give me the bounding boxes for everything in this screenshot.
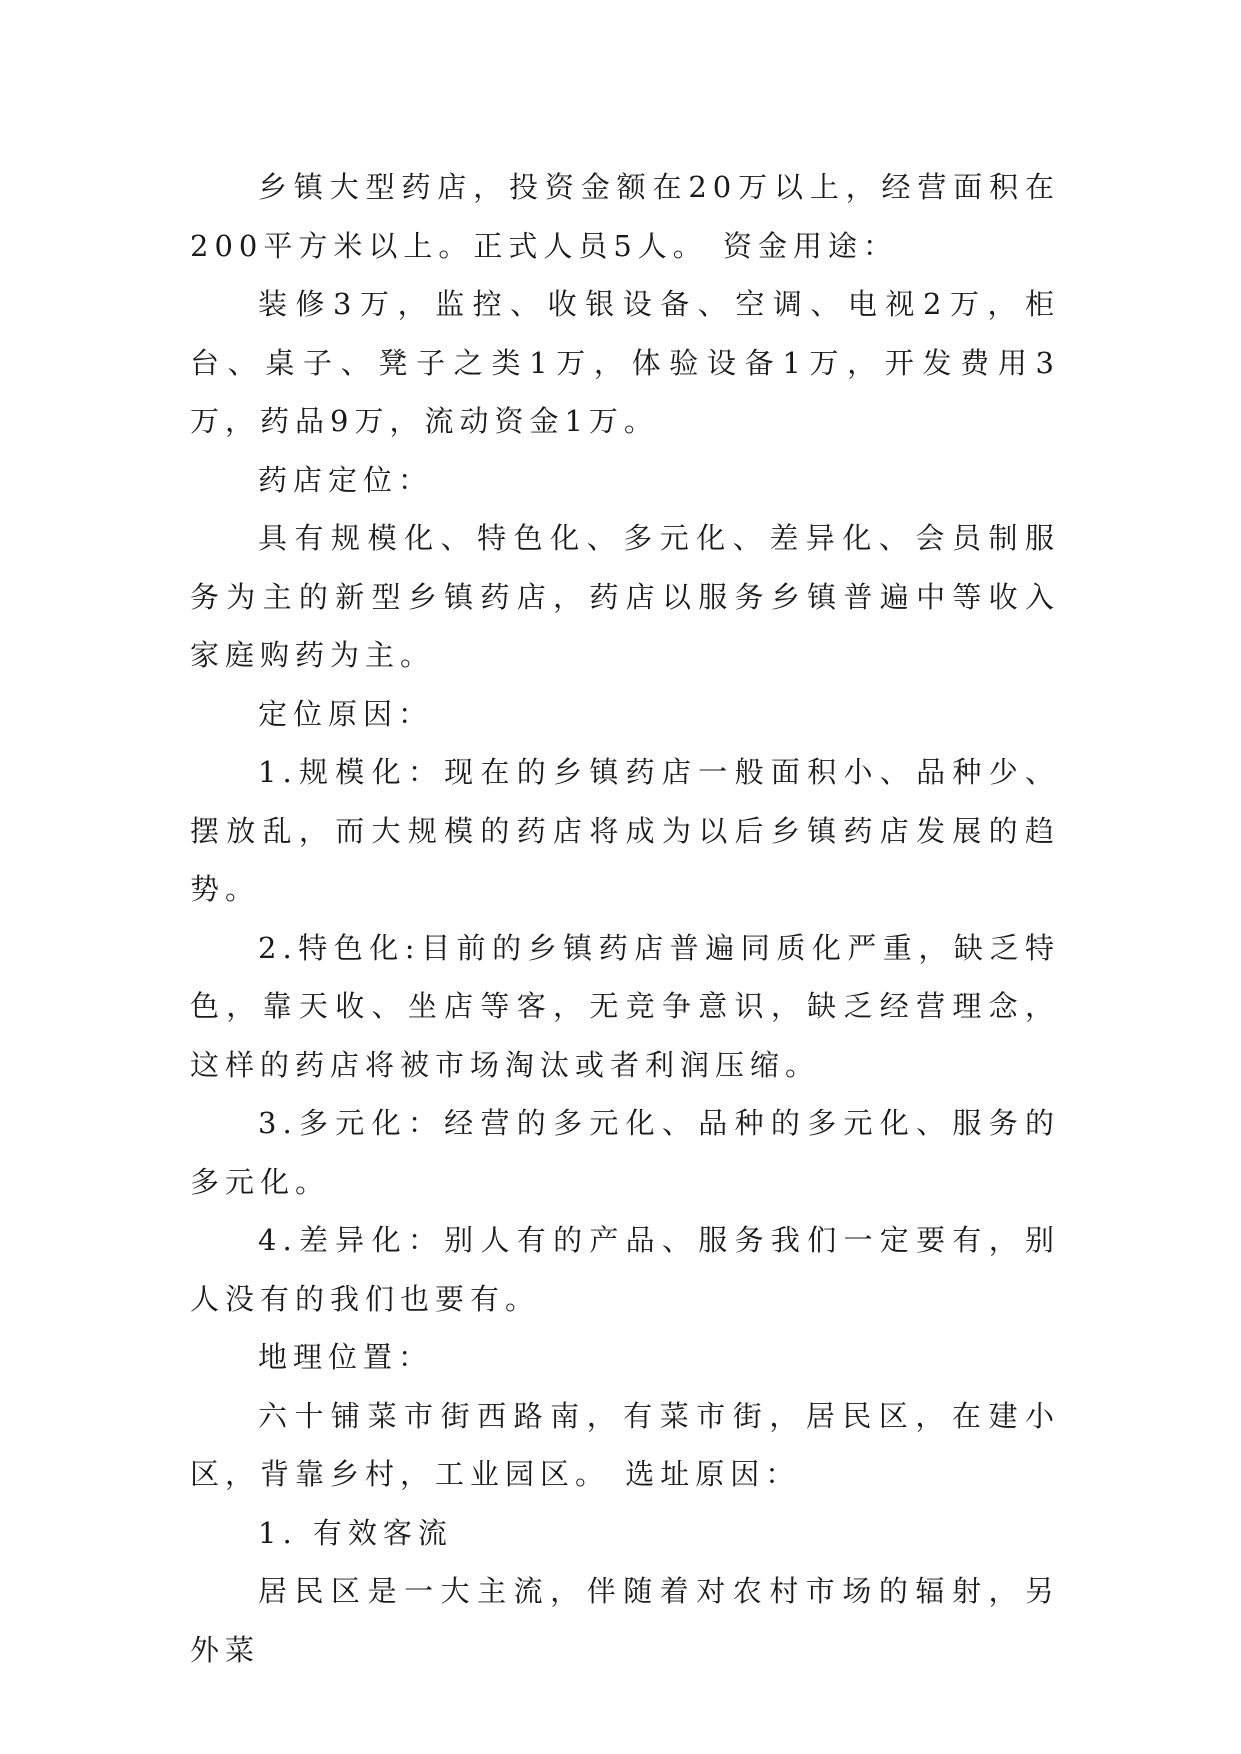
list-item-diversified: 3.多元化：经营的多元化、品种的多元化、服务的多元化。 xyxy=(190,1106,1060,1199)
heading-positioning-reasons: 定位原因： xyxy=(258,696,434,731)
paragraph-residential: 居民区是一大主流，伴随着对农村市场的辐射，另外菜 xyxy=(190,1574,1060,1667)
paragraph-fund-usage: 装修3万，监控、收银设备、空调、电视2万，柜台、桌子、凳子之类1万，体验设备1万，开发费用3万，药品9万，流动资金1万。 xyxy=(190,287,1060,438)
document-body xyxy=(190,158,1060,1679)
paragraph-intro: 乡镇大型药店，投资金额在20万以上，经营面积在200平方米以上。正式人员5人。 资金用途： xyxy=(190,170,1060,263)
heading-location: 地理位置： xyxy=(258,1340,434,1374)
paragraph-location: 六十铺菜市街西路南，有菜市街，居民区，在建小区，背靠乡村，工业园区。 选址原因： xyxy=(190,1398,1060,1491)
paragraph-positioning: 具有规模化、特色化、多元化、差异化、会员制服务为主的新型乡镇药店，药店以服务乡镇普遍中等收入家庭购药为主。 xyxy=(190,521,1060,672)
list-item-differentiation: 4.差异化：别人有的产品、服务我们一定要有，别人没有的我们也要有。 xyxy=(190,1223,1060,1316)
list-item-customer-flow: 1. 有效客流 xyxy=(258,1515,453,1550)
list-item-feature: 2.特色化:目前的乡镇药店普遍同质化严重，缺乏特色，靠天收、坐店等客，无竞争意识，缺乏经营理念，这样的药店将被市场淘汰或者利润压缩。 xyxy=(190,930,1060,1082)
heading-store-positioning: 药店定位： xyxy=(258,462,434,497)
list-item-scale: 1.规模化：现在的乡镇药店一般面积小、品种少、摆放乱，而大规模的药店将成为以后乡镇药店发展的趋势。 xyxy=(190,755,1060,906)
